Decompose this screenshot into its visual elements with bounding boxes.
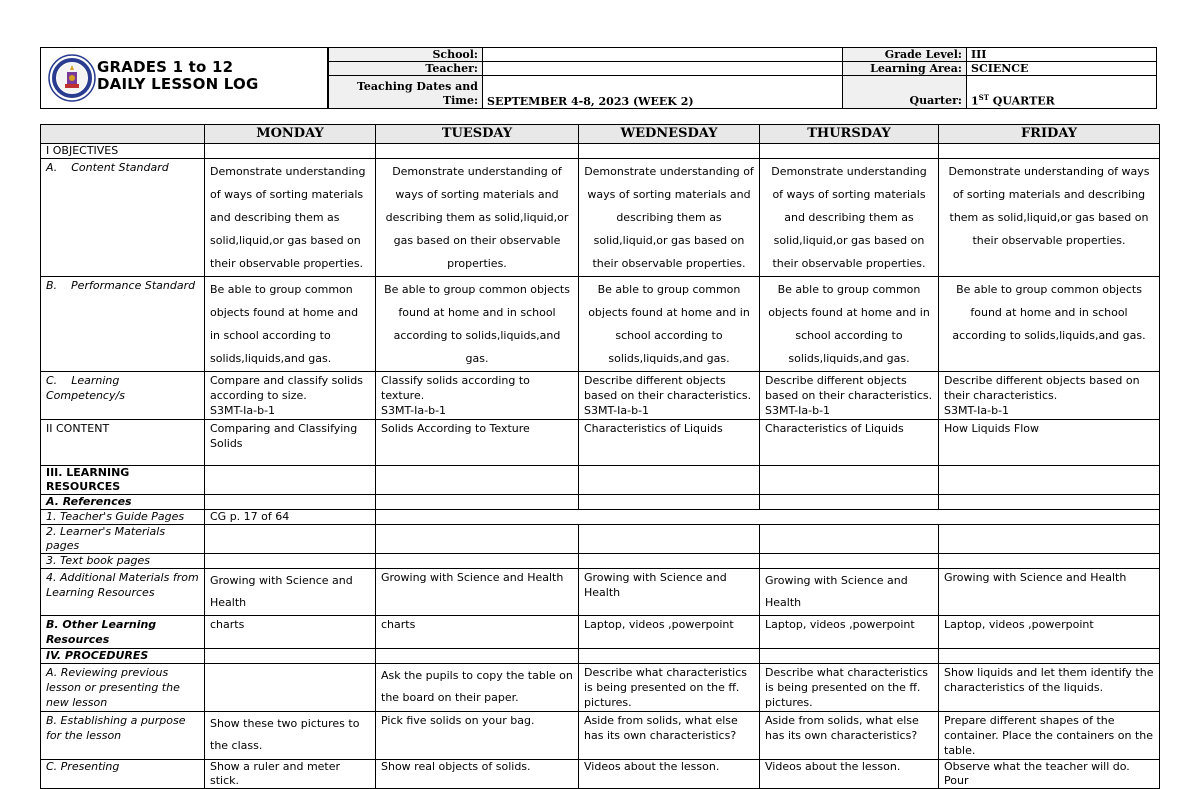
presenting-label: C. Presenting (41, 760, 205, 789)
grade-level-label: Grade Level: (843, 48, 967, 62)
reviewing-monday (205, 664, 376, 712)
empty-cell (376, 495, 579, 510)
other-resources-tuesday: charts (376, 616, 579, 649)
additional-materials-thursday: Growing with Science and Health (760, 569, 939, 616)
competency-prefix: C. (46, 374, 58, 387)
content-thursday: Characteristics of Liquids (760, 420, 939, 466)
reviewing-label: A. Reviewing previous lesson or presenting the new lesson (41, 664, 205, 712)
day-wednesday: WEDNESDAY (579, 125, 760, 144)
content-standard-monday: Demonstrate understanding of ways of sorting materials and describing them as solid,liquid,or gas based on their observable properties. (205, 159, 376, 277)
competency-monday-text: Compare and classify solids according to size. (210, 374, 363, 402)
purpose-wednesday: Aside from solids, what else has its own characteristics? (579, 712, 760, 760)
content-label: II CONTENT (41, 420, 205, 466)
empty-cell (376, 554, 579, 569)
content-row (41, 420, 1160, 466)
presenting-row (41, 760, 1160, 789)
content-standard-wednesday: Demonstrate understanding of ways of sorting materials and describing them as solid,liquid,or gas based on their observable properties. (579, 159, 760, 277)
competency-tuesday-text: Classify solids according to texture. (381, 374, 530, 402)
dates-label-line2: Time: (442, 94, 478, 107)
empty-cell (760, 554, 939, 569)
competency-tuesday-code: S3MT-Ia-b-1 (381, 404, 447, 417)
competency-thursday-code: S3MT-Ia-b-1 (765, 404, 831, 417)
content-tuesday: Solids According to Texture (376, 420, 579, 466)
empty-cell (376, 525, 579, 554)
empty-cell (205, 525, 376, 554)
empty-cell (939, 466, 1160, 495)
title-grades: GRADES 1 to 12 (97, 58, 234, 76)
competency-wednesday-text: Describe different objects based on their characteristics. (584, 374, 752, 402)
day-friday: FRIDAY (939, 125, 1160, 144)
day-thursday: THURSDAY (760, 125, 939, 144)
empty-cell (760, 466, 939, 495)
deped-seal-icon (48, 54, 96, 102)
competency-text: Learning Competency/s (46, 374, 125, 402)
grade-level-value: III (967, 48, 1157, 62)
other-resources-monday: charts (205, 616, 376, 649)
tg-pages-row (41, 510, 1160, 525)
content-standard-prefix: A. (46, 161, 58, 174)
empty-cell (579, 466, 760, 495)
quarter-suffix: ST (978, 93, 989, 103)
dates-value: SEPTEMBER 4-8, 2023 (WEEK 2) (483, 76, 843, 109)
empty-cell (579, 144, 760, 159)
school-label: School: (329, 48, 483, 62)
empty-cell (205, 554, 376, 569)
empty-cell (939, 525, 1160, 554)
performance-standard-text: Performance Standard (71, 279, 196, 292)
empty-cell (760, 495, 939, 510)
teacher-value (483, 62, 843, 76)
dates-label (329, 76, 483, 109)
lesson-log-table (40, 124, 1160, 789)
title-daily-lesson-log: DAILY LESSON LOG (97, 75, 259, 93)
title-block (40, 47, 328, 109)
purpose-row (41, 712, 1160, 760)
competency-friday-code: S3MT-Ia-b-1 (944, 404, 1010, 417)
empty-cell (760, 649, 939, 664)
presenting-tuesday: Show real objects of solids. (376, 760, 579, 789)
empty-cell (579, 525, 760, 554)
procedures-row (41, 649, 1160, 664)
other-resources-wednesday: Laptop, videos ,powerpoint (579, 616, 760, 649)
reviewing-tuesday: Ask the pupils to copy the table on the board on their paper. (376, 664, 579, 712)
quarter-value (967, 76, 1157, 109)
school-value (483, 48, 843, 62)
other-resources-friday: Laptop, videos ,powerpoint (939, 616, 1160, 649)
teacher-label: Teacher: (329, 62, 483, 76)
learning-area-value: SCIENCE (967, 62, 1157, 76)
other-resources-thursday: Laptop, videos ,powerpoint (760, 616, 939, 649)
empty-cell (376, 144, 579, 159)
purpose-monday: Show these two pictures to the class. (205, 712, 376, 760)
presenting-thursday: Videos about the lesson. (760, 760, 939, 789)
reviewing-friday: Show liquids and let them identify the characteristics of the liquids. (939, 664, 1160, 712)
presenting-monday: Show a ruler and meter stick. (205, 760, 376, 789)
performance-standard-wednesday: Be able to group common objects found at home and in school according to solids,liquids,and gas. (579, 277, 760, 372)
additional-materials-row (41, 569, 1160, 616)
competency-thursday (760, 372, 939, 420)
learning-area-label: Learning Area: (843, 62, 967, 76)
dates-label-line1: Teaching Dates and (356, 80, 478, 93)
textbook-pages-row (41, 554, 1160, 569)
purpose-thursday: Aside from solids, what else has its own characteristics? (760, 712, 939, 760)
empty-cell (376, 510, 1160, 525)
performance-standard-prefix: B. (46, 279, 58, 292)
empty-cell (760, 144, 939, 159)
learning-resources-label: III. LEARNING RESOURCES (41, 466, 205, 495)
competency-wednesday-code: S3MT-Ia-b-1 (584, 404, 650, 417)
competency-monday (205, 372, 376, 420)
competency-row (41, 372, 1160, 420)
reviewing-wednesday: Describe what characteristics is being presented on the ff. pictures. (579, 664, 760, 712)
competency-monday-code: S3MT-Ia-b-1 (210, 404, 276, 417)
reviewing-row (41, 664, 1160, 712)
tg-pages-monday: CG p. 17 of 64 (205, 510, 376, 525)
content-standard-thursday: Demonstrate understanding of ways of sorting materials and describing them as solid,liquid,or gas based on their observable properties. (760, 159, 939, 277)
empty-cell (579, 495, 760, 510)
textbook-pages-label: 3. Text book pages (41, 554, 205, 569)
content-friday: How Liquids Flow (939, 420, 1160, 466)
day-monday: MONDAY (205, 125, 376, 144)
day-tuesday: TUESDAY (376, 125, 579, 144)
learning-resources-row (41, 466, 1160, 495)
empty-cell (939, 554, 1160, 569)
empty-cell (376, 466, 579, 495)
references-label: A. References (41, 495, 205, 510)
empty-cell (205, 495, 376, 510)
procedures-label: IV. PROCEDURES (41, 649, 205, 664)
purpose-label: B. Establishing a purpose for the lesson (41, 712, 205, 760)
competency-tuesday (376, 372, 579, 420)
performance-standard-tuesday: Be able to group common objects found at home and in school according to solids,liquids,and gas. (376, 277, 579, 372)
additional-materials-tuesday: Growing with Science and Health (376, 569, 579, 616)
competency-label (41, 372, 205, 420)
content-standard-label (41, 159, 205, 277)
additional-materials-monday: Growing with Science and Health (205, 569, 376, 616)
objectives-label: I OBJECTIVES (41, 144, 205, 159)
performance-standard-friday: Be able to group common objects found at home and in school according to solids,liquids,and gas. (939, 277, 1160, 372)
corner-cell (41, 125, 205, 144)
content-wednesday: Characteristics of Liquids (579, 420, 760, 466)
empty-cell (205, 144, 376, 159)
competency-friday (939, 372, 1160, 420)
content-standard-tuesday: Demonstrate understanding of ways of sorting materials and describing them as solid,liquid,or gas based on their observable properties. (376, 159, 579, 277)
content-standard-friday: Demonstrate understanding of ways of sorting materials and describing them as solid,liquid,or gas based on their observable properties. (939, 159, 1160, 277)
competency-wednesday (579, 372, 760, 420)
objectives-row (41, 144, 1160, 159)
other-resources-row (41, 616, 1160, 649)
day-header-row (41, 125, 1160, 144)
empty-cell (760, 525, 939, 554)
additional-materials-friday: Growing with Science and Health (939, 569, 1160, 616)
tg-pages-label: 1. Teacher's Guide Pages (41, 510, 205, 525)
lm-pages-row (41, 525, 1160, 554)
presenting-wednesday: Videos about the lesson. (579, 760, 760, 789)
content-standard-row (41, 159, 1160, 277)
purpose-friday: Prepare different shapes of the container. Place the containers on the table. (939, 712, 1160, 760)
performance-standard-label (41, 277, 205, 372)
references-row (41, 495, 1160, 510)
additional-materials-wednesday: Growing with Science and Health (579, 569, 760, 616)
empty-cell (376, 649, 579, 664)
additional-materials-label: 4. Additional Materials from Learning Resources (41, 569, 205, 616)
lm-pages-label: 2. Learner's Materials pages (41, 525, 205, 554)
quarter-label: Quarter: (843, 76, 967, 109)
reviewing-thursday: Describe what characteristics is being presented on the ff. pictures. (760, 664, 939, 712)
empty-cell (579, 649, 760, 664)
performance-standard-monday: Be able to group common objects found at home and in school according to solids,liquids,and gas. (205, 277, 376, 372)
empty-cell (205, 466, 376, 495)
performance-standard-row (41, 277, 1160, 372)
empty-cell (939, 144, 1160, 159)
quarter-number: 1 (971, 95, 979, 108)
presenting-friday: Observe what the teacher will do. Pour (939, 760, 1160, 789)
competency-friday-text: Describe different objects based on their characteristics. (944, 374, 1140, 402)
other-resources-label: B. Other Learning Resources (41, 616, 205, 649)
empty-cell (579, 554, 760, 569)
quarter-word: QUARTER (988, 95, 1055, 108)
competency-thursday-text: Describe different objects based on their characteristics. (765, 374, 933, 402)
purpose-tuesday: Pick five solids on your bag. (376, 712, 579, 760)
content-standard-text: Content Standard (71, 161, 169, 174)
header-info-table (328, 47, 1157, 109)
empty-cell (205, 649, 376, 664)
empty-cell (939, 495, 1160, 510)
empty-cell (939, 649, 1160, 664)
performance-standard-thursday: Be able to group common objects found at home and in school according to solids,liquids,and gas. (760, 277, 939, 372)
content-monday: Comparing and Classifying Solids (205, 420, 376, 466)
